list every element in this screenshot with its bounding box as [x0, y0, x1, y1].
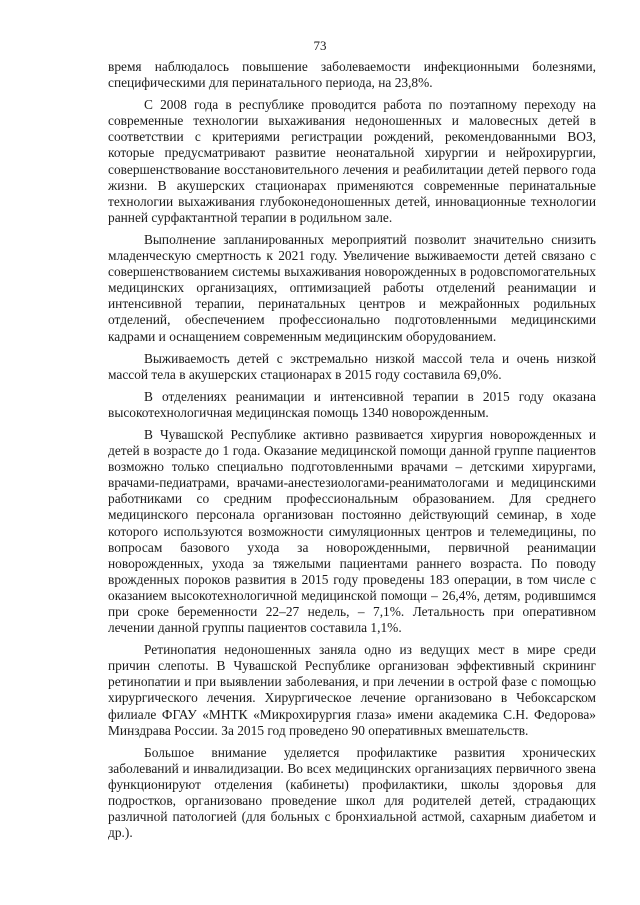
paragraph-continuation: время наблюдалось повышение заболеваемости инфекционными болезнями, специфическими для перинатального периода, на 23,8%. — [108, 59, 596, 91]
paragraph-perinatal-technologies: С 2008 года в республике проводится работа по поэтапному переходу на современные технологии выхаживания недоношенных и маловесных детей в соответствии с критериями регистрации рождений, рекомендованными ВОЗ, которые предусматривают развитие неонатальной хирургии и нейрохирургии, совершенствование восстановительного лечения и реабилитации детей первого года жизни. В акушерских стационарах применяются современные перинатальные технологии выхаживания глубоконедоношенных детей, инновационные технологии ранней сурфактантной терапии в родильном зале. — [108, 97, 596, 225]
paragraph-prevention: Большое внимание уделяется профилактике развития хронических заболеваний и инвалидизации. Во всех медицинских организациях первичного звена функционируют отделения (кабинеты) профилактики, школы здоровья для подростков, организовано проведение школ для родителей детей, страдающих различной патологией (для больных с бронхиальной астмой, сахарным диабетом и др.). — [108, 744, 596, 841]
paragraph-newborn-surgery: В Чувашской Республике активно развивается хирургия новорожденных и детей в возрасте до 1 года. Оказание медицинской помощи данной группе пациентов возможно только специально подготовленными врачами – детскими хирургами, врачами-педиатрами, врачами-анестезиологами-реаниматологами и медицинскими работниками со средним профессиональным образованием. Для среднего медицинского персонала организован постоянно действующий семинар, в ходе которого используются возможности симуляционных центров и телемедицины, по вопросам базового ухода за новорожденными, первичной реанимации новорожденных, ухода за тяжелыми пациентами раннего возраста. По поводу врожденных пороков развития в 2015 году проведены 183 операции, в том числе с оказанием высокотехнологичной медицинской помощи – 26,4%, детям, родившимся при сроке беременности 22–27 недель, – 7,1%. Летальность при оперативном лечении данной группы пациентов составила 1,1%. — [108, 426, 596, 636]
paragraph-retinopathy: Ретинопатия недоношенных заняла одно из ведущих мест в мире среди причин слепоты. В Чувашской Республике организован эффективный скрининг ретинопатии и при выявлении заболевания, и при лечении в острой фазе с помощью хирургического лечения. Хирургическое лечение организовано в Чебоксарском филиале ФГАУ «МНТК «Микрохирургия глаза» имени академика С.Н. Федорова» Минздрава России. За 2015 год проведено 90 оперативных вмешательств. — [108, 642, 596, 738]
text-body — [108, 59, 596, 847]
paragraph-infant-mortality: Выполнение запланированных мероприятий позволит значительно снизить младенческую смертность к 2021 году. Увеличение выживаемости детей связано с совершенствованием системы выхаживания новорожденных в родовспомогательных медицинских организациях, оптимизацией работы отделений реанимации и интенсивной терапии, перинатальных центров и межрайонных родильных отделений, обеспечением профессионально подготовленными медицинскими кадрами и оснащением современным медицинским оборудованием. — [108, 231, 596, 344]
paragraph-survival-rate: Выживаемость детей с экстремально низкой массой тела и очень низкой массой тела в акушерских стационарах в 2015 году составила 69,0%. — [108, 350, 596, 382]
paragraph-high-tech-care: В отделениях реанимации и интенсивной терапии в 2015 году оказана высокотехнологичная медицинская помощь 1340 новорожденным. — [108, 388, 596, 420]
page-number: 73 — [313, 38, 327, 53]
